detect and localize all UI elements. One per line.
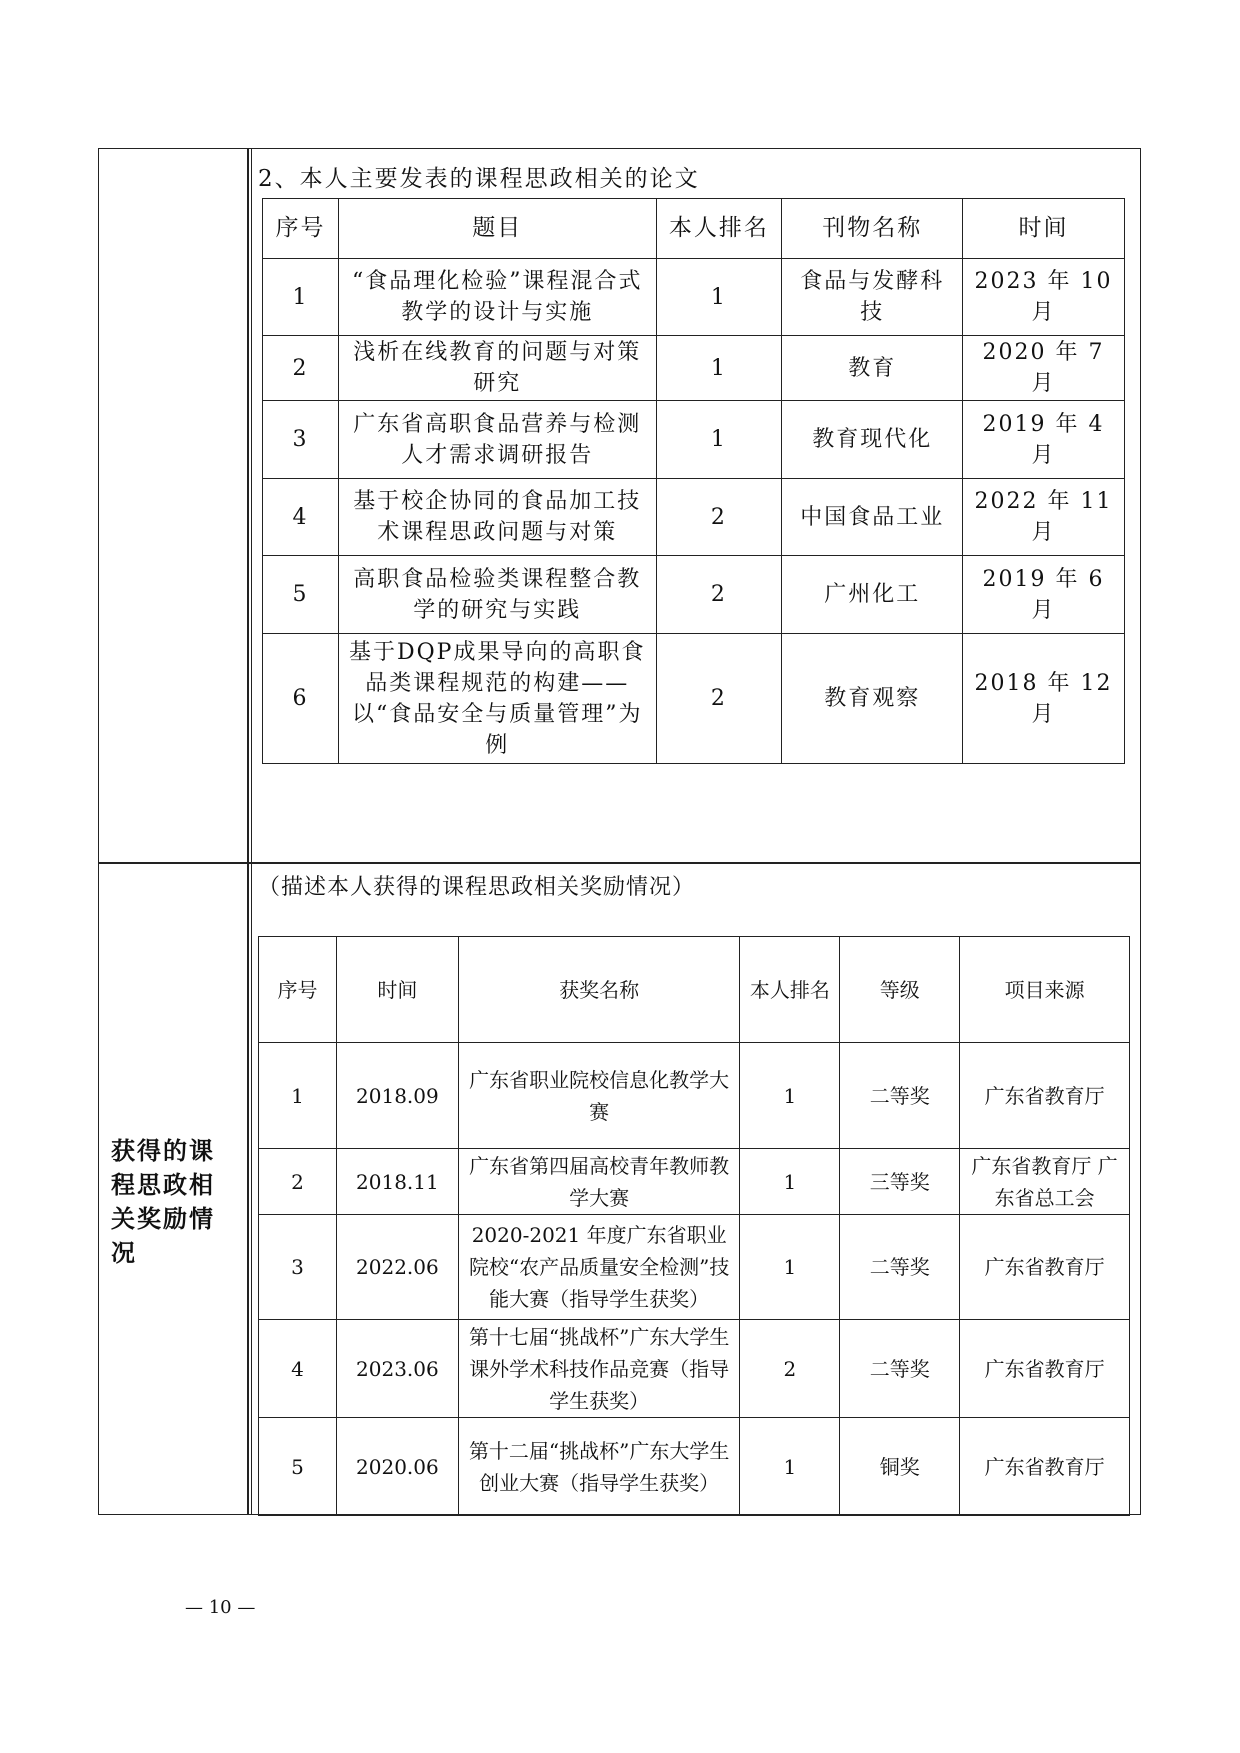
cell-level: 二等奖 — [840, 1215, 960, 1320]
cell-rank: 1 — [740, 1043, 840, 1149]
header-cell: 获奖名称 — [458, 937, 740, 1043]
header-cell: 时间 — [336, 937, 458, 1043]
awards-section-label: 获得的课程思政相关奖励情况 — [111, 1136, 215, 1267]
page-number: — 10 — — [185, 1597, 256, 1618]
table-row — [259, 1043, 1130, 1149]
cell-source: 广东省教育厅 — [960, 1418, 1130, 1516]
papers-table — [262, 198, 1125, 764]
table-header-row — [259, 937, 1130, 1043]
cell-date: 2020 年 7 月 — [963, 336, 1125, 401]
cell-no: 2 — [263, 336, 339, 401]
cell-rank: 2 — [656, 556, 782, 634]
cell-journal: 教育现代化 — [782, 401, 963, 479]
cell-title: 高职食品检验类课程整合教学的研究与实践 — [338, 556, 656, 634]
column-divider-inner — [251, 149, 252, 1514]
table-row — [263, 479, 1125, 556]
header-cell: 本人排名 — [740, 937, 840, 1043]
cell-award-name: 广东省第四届高校青年教师教学大赛 — [458, 1149, 740, 1215]
cell-date: 2018.09 — [336, 1043, 458, 1149]
cell-rank: 1 — [656, 336, 782, 401]
section-divider — [99, 862, 1140, 864]
table-row — [263, 401, 1125, 479]
cell-journal: 教育观察 — [782, 634, 963, 764]
table-row — [259, 1215, 1130, 1320]
cell-no: 4 — [259, 1320, 337, 1418]
table-row — [263, 336, 1125, 401]
column-divider — [247, 149, 249, 1514]
table-row — [263, 634, 1125, 764]
cell-date: 2023 年 10 月 — [963, 259, 1125, 336]
header-cell: 等级 — [840, 937, 960, 1043]
cell-date: 2019 年 4 月 — [963, 401, 1125, 479]
table-row — [259, 1418, 1130, 1516]
cell-no: 4 — [263, 479, 339, 556]
cell-title: 基于DQP成果导向的高职食品类课程规范的构建——以“食品安全与质量管理”为例 — [338, 634, 656, 764]
cell-level: 二等奖 — [840, 1320, 960, 1418]
cell-date: 2018.11 — [336, 1149, 458, 1215]
cell-source: 广东省教育厅 — [960, 1215, 1130, 1320]
cell-journal: 食品与发酵科技 — [782, 259, 963, 336]
cell-journal: 教育 — [782, 336, 963, 401]
cell-title: 基于校企协同的食品加工技术课程思政问题与对策 — [338, 479, 656, 556]
cell-rank: 1 — [740, 1149, 840, 1215]
cell-no: 3 — [263, 401, 339, 479]
papers-section-title: 2、本人主要发表的课程思政相关的论文 — [258, 166, 700, 192]
header-cell: 时间 — [963, 199, 1125, 259]
header-cell: 序号 — [263, 199, 339, 259]
cell-source: 广东省教育厅 — [960, 1320, 1130, 1418]
cell-no: 5 — [263, 556, 339, 634]
cell-date: 2019 年 6 月 — [963, 556, 1125, 634]
cell-rank: 2 — [656, 634, 782, 764]
cell-date: 2022.06 — [336, 1215, 458, 1320]
cell-rank: 1 — [656, 259, 782, 336]
cell-level: 三等奖 — [840, 1149, 960, 1215]
table-header-row — [263, 199, 1125, 259]
cell-level: 二等奖 — [840, 1043, 960, 1149]
table-row — [259, 1149, 1130, 1215]
cell-no: 6 — [263, 634, 339, 764]
cell-award-name: 2020-2021 年度广东省职业院校“农产品质量安全检测”技能大赛（指导学生获奖） — [458, 1215, 740, 1320]
cell-source: 广东省教育厅 — [960, 1043, 1130, 1149]
header-cell: 序号 — [259, 937, 337, 1043]
awards-table — [258, 936, 1130, 1516]
cell-title: 广东省高职食品营养与检测人才需求调研报告 — [338, 401, 656, 479]
cell-rank: 2 — [740, 1320, 840, 1418]
header-cell: 题目 — [338, 199, 656, 259]
table-row — [263, 259, 1125, 336]
cell-award-name: 第十七届“挑战杯”广东大学生课外学术科技作品竞赛（指导学生获奖） — [458, 1320, 740, 1418]
header-cell: 刊物名称 — [782, 199, 963, 259]
awards-note: （描述本人获得的课程思政相关奖励情况） — [258, 875, 696, 900]
cell-title: “食品理化检验”课程混合式教学的设计与实施 — [338, 259, 656, 336]
cell-no: 2 — [259, 1149, 337, 1215]
header-cell: 项目来源 — [960, 937, 1130, 1043]
cell-no: 1 — [259, 1043, 337, 1149]
cell-title: 浅析在线教育的问题与对策研究 — [338, 336, 656, 401]
table-row — [259, 1320, 1130, 1418]
cell-date: 2023.06 — [336, 1320, 458, 1418]
table-row — [263, 556, 1125, 634]
cell-journal: 广州化工 — [782, 556, 963, 634]
cell-date: 2020.06 — [336, 1418, 458, 1516]
cell-no: 5 — [259, 1418, 337, 1516]
cell-rank: 1 — [740, 1215, 840, 1320]
cell-award-name: 广东省职业院校信息化教学大赛 — [458, 1043, 740, 1149]
cell-award-name: 第十二届“挑战杯”广东大学生创业大赛（指导学生获奖） — [458, 1418, 740, 1516]
cell-date: 2018 年 12 月 — [963, 634, 1125, 764]
cell-source: 广东省教育厅 广东省总工会 — [960, 1149, 1130, 1215]
cell-rank: 2 — [656, 479, 782, 556]
cell-date: 2022 年 11 月 — [963, 479, 1125, 556]
cell-level: 铜奖 — [840, 1418, 960, 1516]
header-cell: 本人排名 — [656, 199, 782, 259]
cell-rank: 1 — [656, 401, 782, 479]
cell-rank: 1 — [740, 1418, 840, 1516]
cell-journal: 中国食品工业 — [782, 479, 963, 556]
cell-no: 1 — [263, 259, 339, 336]
cell-no: 3 — [259, 1215, 337, 1320]
